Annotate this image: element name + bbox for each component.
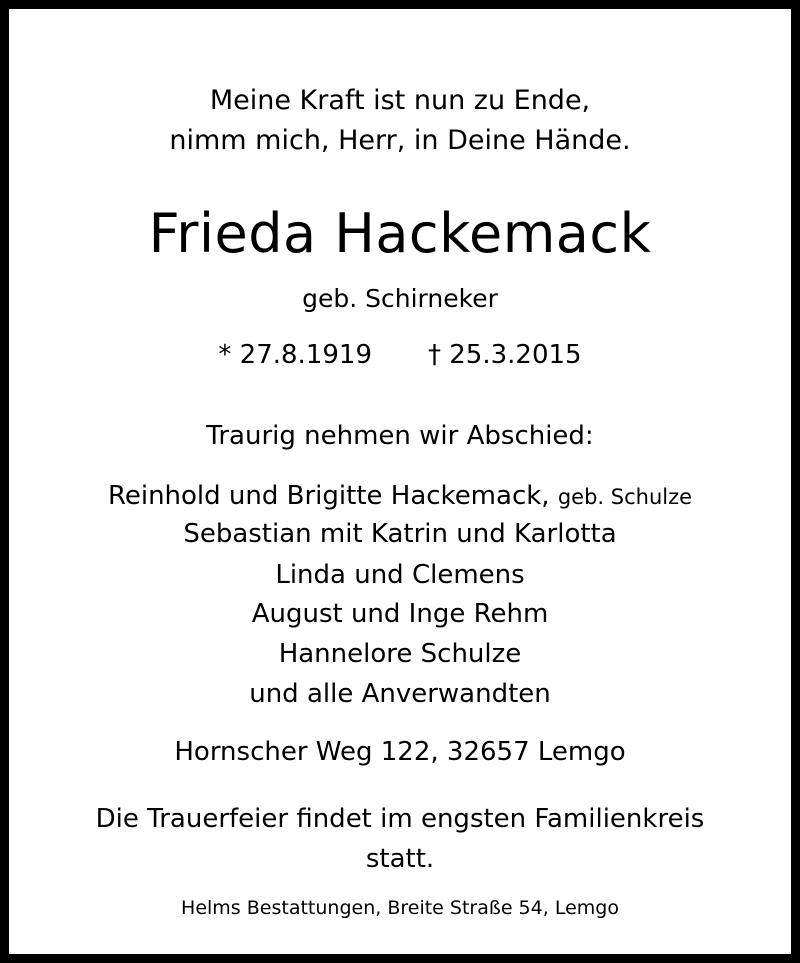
deceased-name: Frieda Hackemack — [148, 202, 652, 265]
ceremony-line-1: Die Trauerfeier findet im engsten Familienkreis — [95, 804, 705, 834]
death-date: † 25.3.2015 — [428, 340, 582, 370]
birth-name: geb. Schirneker — [302, 284, 498, 313]
ceremony-line-2: statt. — [365, 844, 435, 874]
family-address: Hornscher Weg 122, 32657 Lemgo — [174, 737, 626, 767]
mourner-line-1 — [9, 483, 791, 509]
life-dates — [9, 342, 791, 368]
mourner-line-2: Sebastian mit Katrin und Karlotta — [183, 519, 617, 549]
mourner-names: Reinhold und Brigitte Hackemack, — [107, 481, 550, 511]
birth-date: * 27.8.1919 — [218, 340, 372, 370]
mourners-intro: Traurig nehmen wir Abschied: — [206, 421, 594, 451]
mourner-line-6: und alle Anverwandten — [249, 679, 551, 709]
mourner-line-3: Linda und Clemens — [275, 560, 525, 590]
mourner-birth-name: geb. Schulze — [557, 485, 693, 509]
mourner-line-4: August und Inge Rehm — [251, 599, 549, 629]
mourner-line-5: Hannelore Schulze — [278, 639, 522, 669]
verse-line-1: Meine Kraft ist nun zu Ende, — [209, 85, 591, 116]
verse-line-2: nimm mich, Herr, in Deine Hände. — [169, 125, 631, 156]
undertaker-info: Helms Bestattungen, Breite Straße 54, Lemgo — [181, 897, 619, 919]
